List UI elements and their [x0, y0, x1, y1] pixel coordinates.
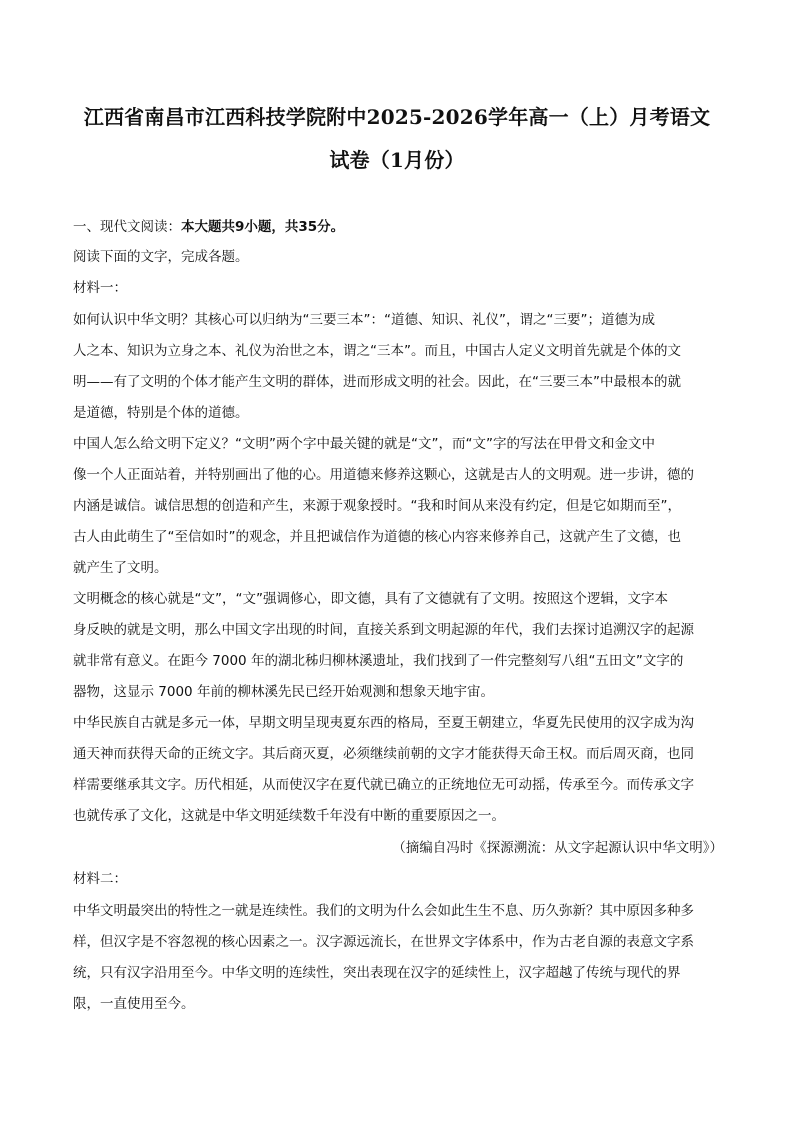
exam-title-line-1: 江西省南昌市江西科技学院附中2025-2026学年高一（上）月考语文 — [83, 105, 711, 129]
paragraph-line: 中国人怎么给文明下定义？“文明”两个字中最关键的就是“文”，而“文”字的写法在甲骨文和金文中 — [73, 436, 655, 452]
paragraph-line: 如何认识中华文明？其核心可以归纳为“三要三本”：“道德、知识、礼仪”，谓之“三要”；道德为成 — [73, 312, 655, 328]
paragraph-line: 是道德，特别是个体的道德。 — [73, 405, 249, 421]
paragraph-line: 样需要继承其文字。历代相延，从而使汉字在夏代就已确立的正统地位无可动摇，传承至今。而传承文字 — [73, 777, 694, 793]
paragraph-line: 中华文明最突出的特性之一就是连续性。我们的文明为什么会如此生生不息、历久弥新？其中原因多种多 — [73, 903, 694, 919]
paragraph-line: 就非常有意义。在距今 7000 年的湖北秭归柳林溪遗址，我们找到了一件完整刻写八组“五田文”文字的 — [73, 653, 684, 669]
paragraph-line: 中华民族自古就是多元一体，早期文明呈现夷夏东西的格局，至夏王朝建立，华夏先民使用的汉字成为沟 — [73, 715, 694, 731]
paragraph-line: 明——有了文明的个体才能产生文明的群体，进而形成文明的社会。因此，在“三要三本”中最根本的就 — [73, 374, 681, 390]
paragraph-line: 古人由此萌生了“至信如时”的观念，并且把诚信作为道德的核心内容来修养自己，这就产生了文德，也 — [73, 529, 681, 545]
paragraph-line: 像一个人正面站着，并特别画出了他的心。用道德来修养这颗心，这就是古人的文明观。进一步讲，德的 — [73, 467, 694, 483]
instruction-text: 阅读下面的文字，完成各题。 — [73, 249, 249, 265]
paragraph-line: 人之本、知识为立身之本、礼仪为治世之本，谓之“三本”。而且，中国古人定义文明首先就是个体的文 — [73, 343, 681, 359]
paragraph-line: 样，但汉字是不容忽视的核心因素之一。汉字源远流长，在世界文字体系中，作为古老自源的表意文字系 — [73, 934, 694, 950]
paragraph-line: 限，一直使用至今。 — [73, 996, 195, 1012]
paragraph-line: 器物，这显示 7000 年前的柳林溪先民已经开始观测和想象天地宇宙。 — [73, 684, 494, 700]
material-1-source: （摘编自冯时《探源溯流：从文字起源认识中华文明》） — [392, 840, 723, 856]
section-heading-prefix: 一、现代文阅读： — [73, 219, 181, 235]
exam-title-line-2: 试卷（1月份） — [329, 148, 465, 172]
paragraph-line: 通天神而获得天命的正统文字。其后商灭夏，必须继续前朝的文字才能获得天命王权。而后周灭商，也同 — [73, 746, 694, 762]
paragraph-line: 内涵是诚信。诚信思想的创造和产生，来源于观象授时。“我和时间从来没有约定，但是它如期而至”， — [73, 498, 681, 514]
paragraph-line: 也就传承了文化，这就是中华文明延续数千年没有中断的重要原因之一。 — [73, 808, 505, 824]
paragraph-line: 就产生了文明。 — [73, 560, 168, 576]
material-2-label: 材料二： — [73, 871, 127, 887]
paragraph-line: 文明概念的核心就是“文”，“文”强调修心，即文德，具有了文德就有了文明。按照这个逻辑，文字本 — [73, 591, 668, 607]
paragraph-line: 身反映的就是文明，那么中国文字出现的时间，直接关系到文明起源的年代，我们去探讨追溯汉字的起源 — [73, 622, 694, 638]
material-1-label: 材料一： — [73, 280, 127, 296]
section-heading-bold: 本大题共9小题，共35分。 — [181, 219, 345, 235]
paragraph-line: 统，只有汉字沿用至今。中华文明的连续性，突出表现在汉字的延续性上，汉字超越了传统与现代的界 — [73, 965, 681, 981]
section-heading — [73, 217, 344, 237]
